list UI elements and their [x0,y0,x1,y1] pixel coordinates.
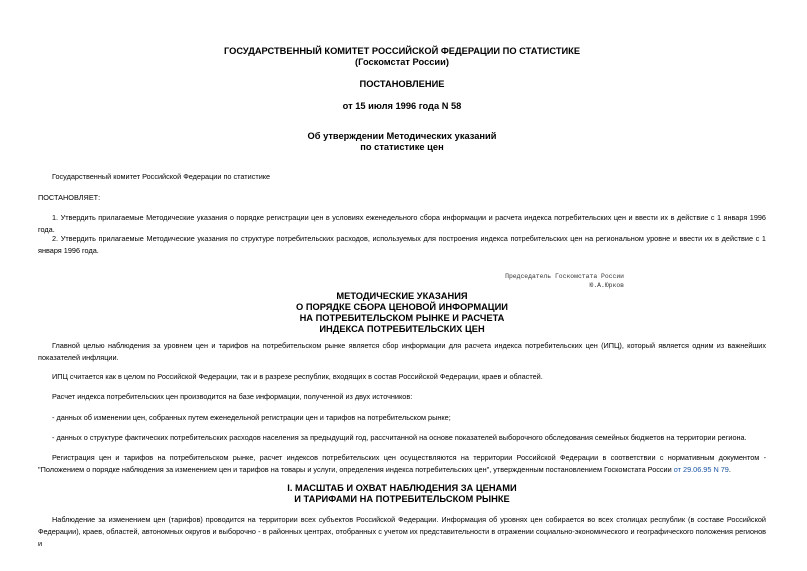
decree-item-1: 1. Утвердить прилагаемые Методические указания о порядке регистрации цен в условиях еженедельного сбора информации и расчета индекса потребительских цен и ввести их в действие с 1 января 1996 года. [38,213,766,235]
guidelines-title-line: ИНДЕКСА ПОТРЕБИТЕЛЬСКИХ ЦЕН [319,324,485,334]
document-title-line: Об утверждении Методических указаний [307,131,497,141]
guidelines-list-item-1: - данных об изменении цен, собранных путем еженедельной регистрации цен и тарифов на потребительском рынке; [52,413,451,422]
signature-position: Председатель Госкомстата России [505,273,624,280]
guidelines-paragraph-6 [38,452,766,476]
signature-name: Ю.А.Юрков [589,282,624,289]
decree-heading: ПОСТАНОВЛЯЕТ: [38,193,101,202]
guidelines-title-line: МЕТОДИЧЕСКИЕ УКАЗАНИЯ [336,291,468,301]
document-type: ПОСТАНОВЛЕНИЕ [359,79,445,89]
section-1-title [38,483,766,505]
guidelines-list-item-2: - данных о структуре фактических потребительских расходов населения за предыдущий год, рассчитанной на основе показателей выборочного обследования семейных бюджетов на территории региона. [52,433,747,442]
organization-abbreviation: (Госкомстат России) [355,57,449,67]
intro-paragraph: Государственный комитет Российской Федерации по статистике [52,172,271,181]
decree-reference-link[interactable]: от 29.06.95 N 79 [673,465,729,475]
guidelines-title [38,291,766,335]
guidelines-paragraph-3: Расчет индекса потребительских цен производится на базе информации, полученной из двух источников: [52,392,413,401]
guidelines-title-line: О ПОРЯДКЕ СБОРА ЦЕНОВОЙ ИНФОРМАЦИИ [296,302,508,312]
paragraph-text: Регистрация цен и тарифов на потребительском рынке, расчет индексов потребительских цен осуществляются на территории Российской Федерации в соответствии с нормативным документом - "Положением о порядке наблюдения за изменением цен и тарифов на товары и услуги, определения индекса потребительских цен", утвержденным постановлением Госкомстата России [38,453,766,475]
guidelines-title-line: НА ПОТРЕБИТЕЛЬСКОМ РЫНКЕ И РАСЧЕТА [299,313,505,323]
organization-name: ГОСУДАРСТВЕННЫЙ КОМИТЕТ РОССИЙСКОЙ ФЕДЕРАЦИИ ПО СТАТИСТИКЕ [223,46,581,56]
paragraph-end: . [728,465,731,475]
document-title-line: по статистике цен [360,142,444,152]
guidelines-paragraph-1: Главной целью наблюдения за уровнем цен и тарифов на потребительском рынке является сбор информации для расчета индекса потребительских цен (ИПЦ), который является одним из важнейших показателей инфляции. [38,341,766,363]
guidelines-paragraph-2: ИПЦ считается как в целом по Российской Федерации, так и в разрезе республик, входящих в состав Российской Федерации, краев и областей. [52,372,543,381]
document-date-number: от 15 июля 1996 года N 58 [342,101,462,111]
document-header [38,46,766,68]
section-title-line: И ТАРИФАМИ НА ПОТРЕБИТЕЛЬСКОМ РЫНКЕ [294,494,510,504]
decree-item-2: 2. Утвердить прилагаемые Методические указания по структуре потребительских расходов, используемых для построения индекса потребительских цен на региональном уровне и ввести их в действие с 1 января 1996 года. [38,234,766,256]
signature-block [400,272,624,290]
section-1-paragraph-1: Наблюдение за изменением цен (тарифов) проводится на территории всех субъектов Российской Федерации. Информация об уровнях цен собирается во всех столицах республик (в составе Российской Федерации), краев, областей, автономных округов и выборочно - в районных центрах, отобранных с учетом их представительности в отражении социально-экономического и географического положения регионов и [38,515,766,549]
section-title-line: I. МАСШТАБ И ОХВАТ НАБЛЮДЕНИЯ ЗА ЦЕНАМИ [287,483,517,493]
document-title [38,131,766,153]
